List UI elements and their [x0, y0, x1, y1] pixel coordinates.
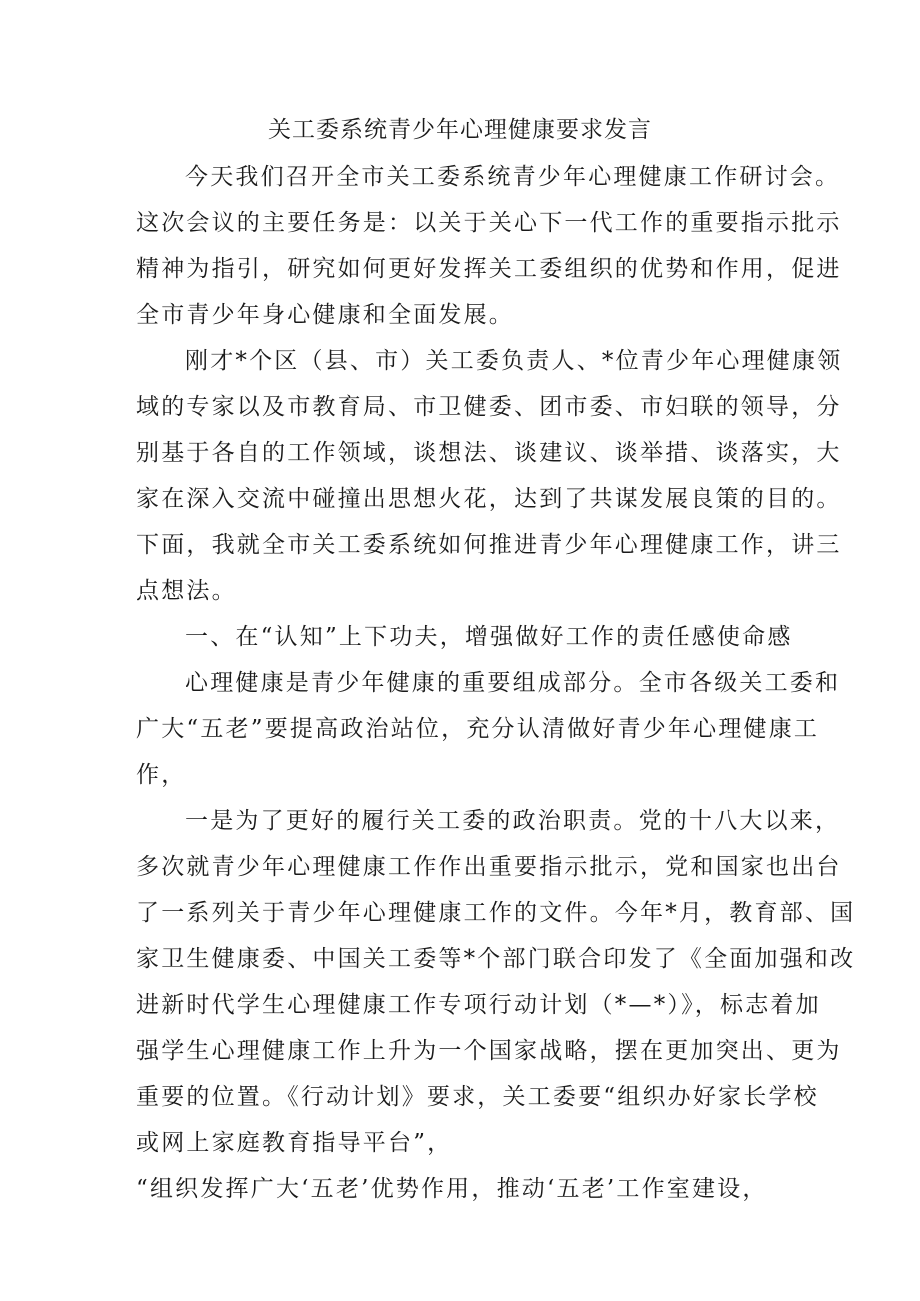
- text-line: 下面，我就全市关工委系统如何推进青少年心理健康工作，讲三: [136, 532, 842, 558]
- text-line: 点想法。: [136, 578, 237, 604]
- text-line: 精神为指引，研究如何更好发挥关工委组织的优势和作用，促进: [136, 256, 842, 282]
- text-line: 全市青少年身心健康和全面发展。: [136, 302, 514, 328]
- text-line: 了一系列关于青少年心理健康工作的文件。今年*月，教育部、国: [136, 900, 856, 926]
- text-line: 别基于各自的工作领域，谈想法、谈建议、谈举措、谈落实，大: [136, 440, 842, 466]
- text-line: 家卫生健康委、中国关工委等*个部门联合印发了《全面加强和改: [136, 946, 856, 972]
- text-line: 一是为了更好的履行关工委的政治职责。党的十八大以来，: [185, 808, 841, 834]
- text-line: 重要的位置。《行动计划》要求，关工委要“组织办好家长学校: [136, 1084, 819, 1110]
- text-line: 刚才*个区（县、市）关工委负责人、*位青少年心理健康领: [185, 348, 843, 374]
- text-line: 作，: [136, 762, 187, 788]
- text-line: 这次会议的主要任务是：以关于关心下一代工作的重要指示批示: [136, 210, 842, 236]
- document-title: 关工委系统青少年心理健康要求发言: [268, 117, 652, 143]
- text-line: 进新时代学生心理健康工作专项行动计划（*—*）》，标志着加: [136, 992, 821, 1018]
- text-line: 强学生心理健康工作上升为一个国家战略，摆在更加突出、更为: [136, 1038, 842, 1064]
- section-heading: 一、在“认知”上下功夫，增强做好工作的责任感使命感: [185, 624, 793, 650]
- text-line: 心理健康是青少年健康的重要组成部分。全市各级关工委和: [185, 670, 841, 696]
- text-line: 家在深入交流中碰撞出思想火花，达到了共谋发展良策的目的。: [136, 486, 842, 512]
- text-line: 或网上家庭教育指导平台”，: [136, 1130, 453, 1156]
- text-line: 广大“五老”要提高政治站位，充分认清做好青少年心理健康工: [136, 716, 820, 742]
- text-line: 域的专家以及市教育局、市卫健委、团市委、市妇联的领导，分: [136, 394, 842, 420]
- text-line: 今天我们召开全市关工委系统青少年心理健康工作研讨会。: [185, 164, 841, 190]
- text-line: “组织发挥广大‘五老’优势作用，推动‘五老’工作室建设，: [136, 1176, 768, 1202]
- text-line: 多次就青少年心理健康工作作出重要指示批示，党和国家也出台: [136, 854, 842, 880]
